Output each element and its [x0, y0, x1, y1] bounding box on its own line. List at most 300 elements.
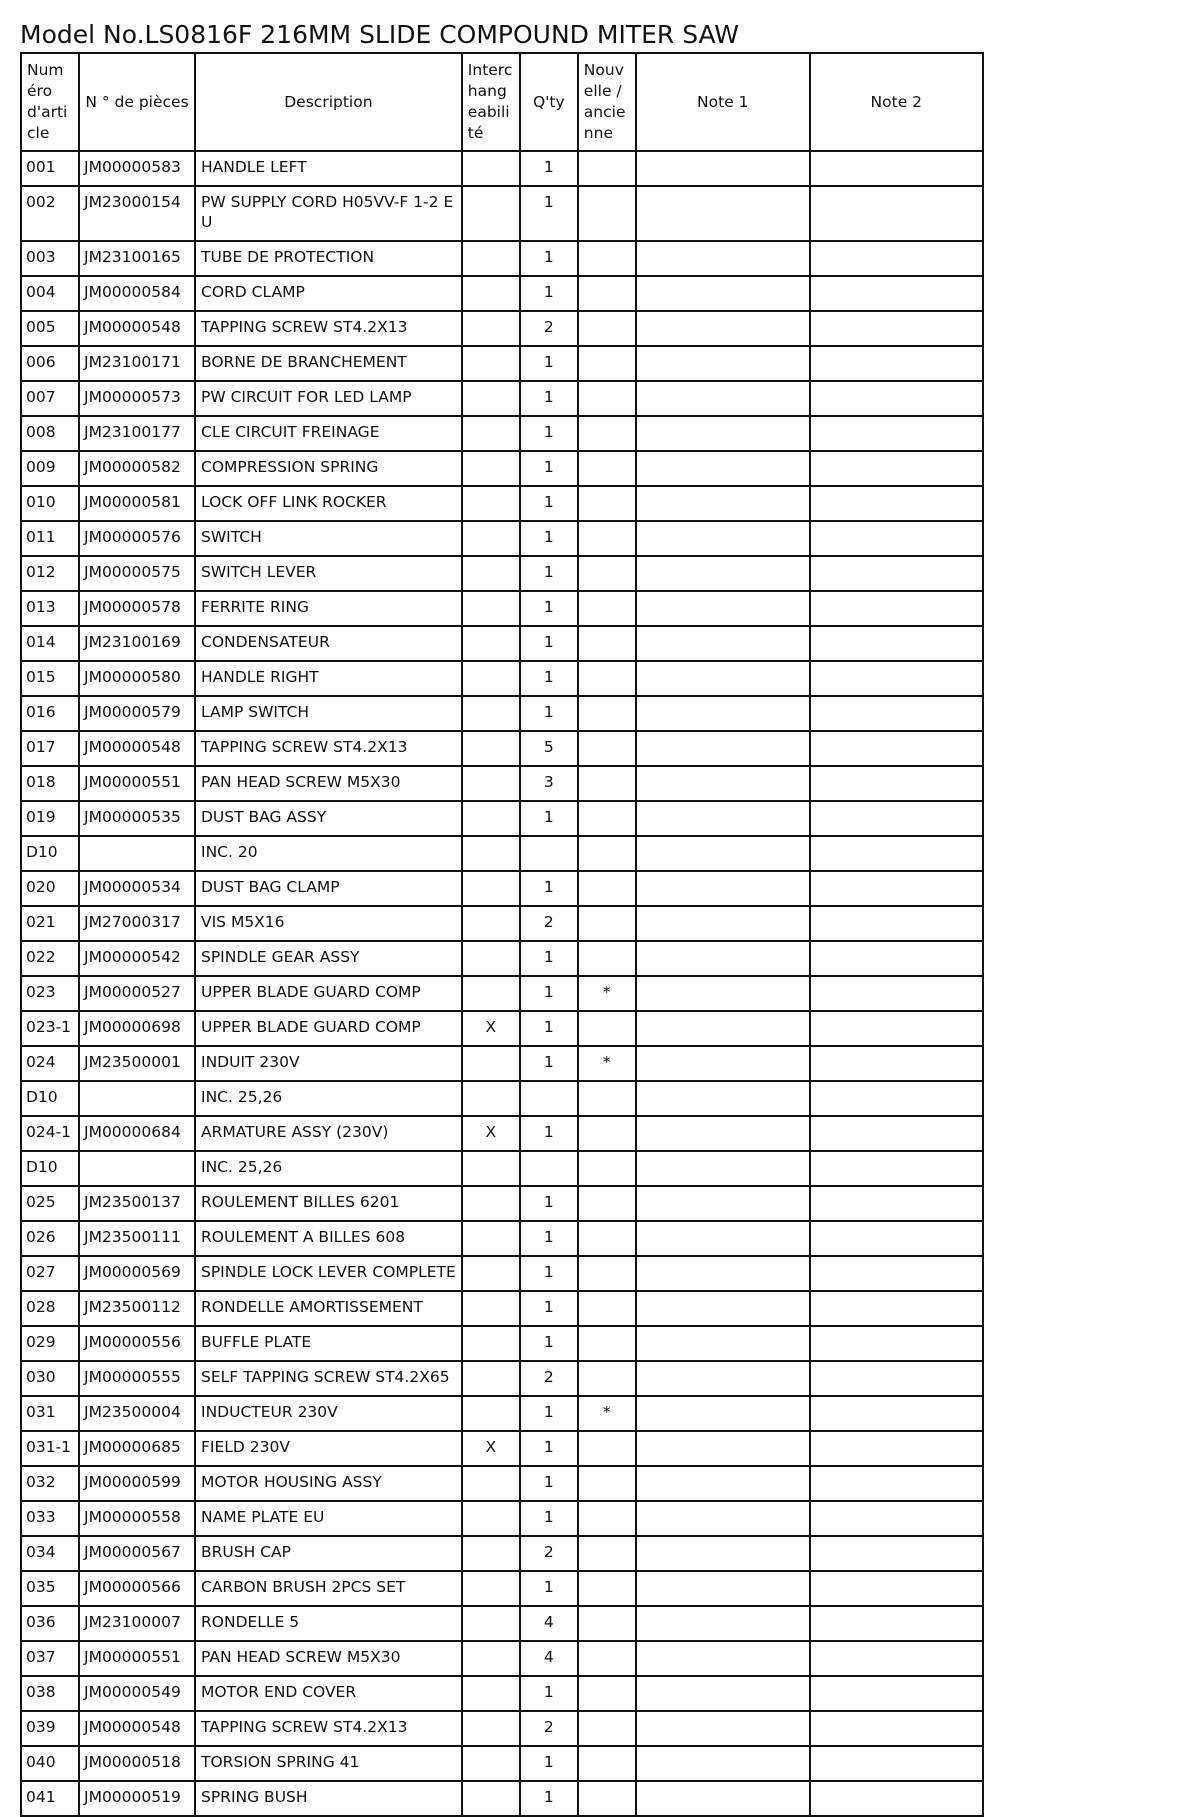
description-cell: UPPER BLADE GUARD COMP: [195, 976, 462, 1011]
table-row: [21, 1396, 983, 1431]
note-2-cell: [810, 1011, 983, 1046]
interchangeability-cell: [462, 1641, 520, 1676]
table-row: [21, 1116, 983, 1151]
item-number-cell: 026: [21, 1221, 79, 1256]
header-note-1: Note 1: [636, 53, 810, 151]
note-2-cell: [810, 186, 983, 241]
quantity-cell: 2: [520, 1361, 578, 1396]
new-old-cell: [578, 1361, 636, 1396]
part-number-cell: JM23100169: [79, 626, 195, 661]
description-cell: ROULEMENT A BILLES 608: [195, 1221, 462, 1256]
note-1-cell: [636, 1676, 810, 1711]
header-item-no: Numéro d'article: [21, 53, 79, 151]
quantity-cell: 2: [520, 311, 578, 346]
interchangeability-cell: [462, 311, 520, 346]
interchangeability-cell: [462, 1151, 520, 1186]
new-old-cell: [578, 1081, 636, 1116]
quantity-cell: 1: [520, 1571, 578, 1606]
note-2-cell: [810, 346, 983, 381]
part-number-cell: JM00000578: [79, 591, 195, 626]
part-number-cell: JM00000556: [79, 1326, 195, 1361]
interchangeability-cell: X: [462, 1011, 520, 1046]
note-1-cell: [636, 241, 810, 276]
note-1-cell: [636, 766, 810, 801]
quantity-cell: 1: [520, 696, 578, 731]
item-number-cell: 006: [21, 346, 79, 381]
table-row: [21, 1221, 983, 1256]
table-row: [21, 1536, 983, 1571]
description-cell: HANDLE RIGHT: [195, 661, 462, 696]
part-number-cell: JM00000567: [79, 1536, 195, 1571]
note-1-cell: [636, 1746, 810, 1781]
description-cell: CARBON BRUSH 2PCS SET: [195, 1571, 462, 1606]
description-cell: FERRITE RING: [195, 591, 462, 626]
item-number-cell: 008: [21, 416, 79, 451]
interchangeability-cell: [462, 1046, 520, 1081]
note-2-cell: [810, 521, 983, 556]
note-2-cell: [810, 1256, 983, 1291]
item-number-cell: 021: [21, 906, 79, 941]
interchangeability-cell: [462, 1466, 520, 1501]
item-number-cell: 012: [21, 556, 79, 591]
quantity-cell: 1: [520, 486, 578, 521]
description-cell: CLE CIRCUIT FREINAGE: [195, 416, 462, 451]
item-number-cell: 013: [21, 591, 79, 626]
note-2-cell: [810, 661, 983, 696]
quantity-cell: 1: [520, 556, 578, 591]
header-interchangeability: Interchangeabilité: [462, 53, 520, 151]
part-number-cell: JM00000548: [79, 731, 195, 766]
note-1-cell: [636, 311, 810, 346]
item-number-cell: 020: [21, 871, 79, 906]
table-row: [21, 416, 983, 451]
item-number-cell: 018: [21, 766, 79, 801]
quantity-cell: 1: [520, 661, 578, 696]
table-row: [21, 1431, 983, 1466]
interchangeability-cell: [462, 1221, 520, 1256]
interchangeability-cell: [462, 1711, 520, 1746]
note-1-cell: [636, 1326, 810, 1361]
table-row: [21, 906, 983, 941]
quantity-cell: 1: [520, 1116, 578, 1151]
quantity-cell: 1: [520, 871, 578, 906]
note-1-cell: [636, 1641, 810, 1676]
description-cell: INDUCTEUR 230V: [195, 1396, 462, 1431]
item-number-cell: 016: [21, 696, 79, 731]
note-1-cell: [636, 151, 810, 186]
note-2-cell: [810, 626, 983, 661]
note-1-cell: [636, 521, 810, 556]
new-old-cell: [578, 871, 636, 906]
part-number-cell: JM27000317: [79, 906, 195, 941]
note-2-cell: [810, 556, 983, 591]
item-number-cell: 031: [21, 1396, 79, 1431]
quantity-cell: 5: [520, 731, 578, 766]
new-old-cell: [578, 556, 636, 591]
item-number-cell: 014: [21, 626, 79, 661]
new-old-cell: [578, 1011, 636, 1046]
interchangeability-cell: [462, 731, 520, 766]
new-old-cell: [578, 346, 636, 381]
document-title: Model No.LS0816F 216MM SLIDE COMPOUND MITER SAW: [20, 20, 739, 49]
note-1-cell: [636, 486, 810, 521]
table-row: [21, 241, 983, 276]
note-2-cell: [810, 731, 983, 766]
description-cell: MOTOR HOUSING ASSY: [195, 1466, 462, 1501]
note-1-cell: [636, 1431, 810, 1466]
note-2-cell: [810, 1501, 983, 1536]
table-row: [21, 766, 983, 801]
new-old-cell: *: [578, 976, 636, 1011]
table-row: [21, 276, 983, 311]
note-2-cell: [810, 1326, 983, 1361]
new-old-cell: [578, 416, 636, 451]
new-old-cell: [578, 836, 636, 871]
interchangeability-cell: [462, 801, 520, 836]
description-cell: BRUSH CAP: [195, 1536, 462, 1571]
note-2-cell: [810, 1641, 983, 1676]
new-old-cell: [578, 1431, 636, 1466]
note-1-cell: [636, 1116, 810, 1151]
quantity-cell: 1: [520, 626, 578, 661]
table-row: [21, 941, 983, 976]
note-2-cell: [810, 1291, 983, 1326]
interchangeability-cell: [462, 1781, 520, 1816]
note-1-cell: [636, 276, 810, 311]
part-number-cell: JM00000580: [79, 661, 195, 696]
item-number-cell: 002: [21, 186, 79, 241]
interchangeability-cell: [462, 556, 520, 591]
note-1-cell: [636, 1291, 810, 1326]
description-cell: DUST BAG ASSY: [195, 801, 462, 836]
part-number-cell: JM00000551: [79, 1641, 195, 1676]
quantity-cell: 1: [520, 521, 578, 556]
interchangeability-cell: [462, 346, 520, 381]
interchangeability-cell: [462, 836, 520, 871]
note-1-cell: [636, 906, 810, 941]
part-number-cell: JM23500001: [79, 1046, 195, 1081]
quantity-cell: [520, 836, 578, 871]
new-old-cell: [578, 1116, 636, 1151]
description-cell: PW SUPPLY CORD H05VV-F 1-2 EU: [195, 186, 462, 241]
part-number-cell: JM00000575: [79, 556, 195, 591]
description-cell: INC. 20: [195, 836, 462, 871]
table-row: [21, 1186, 983, 1221]
note-2-cell: [810, 311, 983, 346]
interchangeability-cell: [462, 906, 520, 941]
quantity-cell: 1: [520, 1466, 578, 1501]
quantity-cell: 1: [520, 1011, 578, 1046]
quantity-cell: 1: [520, 801, 578, 836]
new-old-cell: [578, 151, 636, 186]
interchangeability-cell: [462, 1606, 520, 1641]
new-old-cell: [578, 1606, 636, 1641]
item-number-cell: 032: [21, 1466, 79, 1501]
table-row: [21, 1606, 983, 1641]
note-2-cell: [810, 591, 983, 626]
new-old-cell: [578, 1186, 636, 1221]
item-number-cell: 038: [21, 1676, 79, 1711]
header-new-old: Nouvelle / ancienne: [578, 53, 636, 151]
new-old-cell: [578, 731, 636, 766]
interchangeability-cell: [462, 766, 520, 801]
table-row: [21, 1571, 983, 1606]
quantity-cell: 1: [520, 451, 578, 486]
note-1-cell: [636, 1081, 810, 1116]
header-note-2: Note 2: [810, 53, 983, 151]
note-2-cell: [810, 416, 983, 451]
header-description: Description: [195, 53, 462, 151]
new-old-cell: [578, 1676, 636, 1711]
table-row: [21, 311, 983, 346]
note-1-cell: [636, 381, 810, 416]
part-number-cell: JM00000569: [79, 1256, 195, 1291]
quantity-cell: 1: [520, 1186, 578, 1221]
interchangeability-cell: [462, 1536, 520, 1571]
quantity-cell: 1: [520, 941, 578, 976]
item-number-cell: D10: [21, 1081, 79, 1116]
interchangeability-cell: [462, 521, 520, 556]
part-number-cell: JM23500004: [79, 1396, 195, 1431]
note-2-cell: [810, 486, 983, 521]
note-2-cell: [810, 836, 983, 871]
new-old-cell: [578, 1221, 636, 1256]
table-row: [21, 381, 983, 416]
parts-table: [20, 52, 984, 1817]
note-2-cell: [810, 1221, 983, 1256]
part-number-cell: JM00000576: [79, 521, 195, 556]
interchangeability-cell: [462, 451, 520, 486]
note-2-cell: [810, 241, 983, 276]
description-cell: SWITCH LEVER: [195, 556, 462, 591]
interchangeability-cell: [462, 941, 520, 976]
new-old-cell: [578, 1151, 636, 1186]
new-old-cell: [578, 766, 636, 801]
interchangeability-cell: [462, 1361, 520, 1396]
note-1-cell: [636, 1606, 810, 1641]
quantity-cell: 1: [520, 381, 578, 416]
item-number-cell: 024-1: [21, 1116, 79, 1151]
description-cell: SPINDLE GEAR ASSY: [195, 941, 462, 976]
interchangeability-cell: [462, 1676, 520, 1711]
part-number-cell: JM00000548: [79, 311, 195, 346]
table-row: [21, 591, 983, 626]
table-row: [21, 836, 983, 871]
quantity-cell: 1: [520, 1221, 578, 1256]
table-row: [21, 1291, 983, 1326]
table-row: [21, 661, 983, 696]
part-number-cell: JM23100171: [79, 346, 195, 381]
item-number-cell: 009: [21, 451, 79, 486]
new-old-cell: [578, 696, 636, 731]
item-number-cell: 007: [21, 381, 79, 416]
interchangeability-cell: [462, 1396, 520, 1431]
new-old-cell: *: [578, 1396, 636, 1431]
note-1-cell: [636, 346, 810, 381]
description-cell: VIS M5X16: [195, 906, 462, 941]
item-number-cell: 034: [21, 1536, 79, 1571]
note-1-cell: [636, 626, 810, 661]
description-cell: PAN HEAD SCREW M5X30: [195, 1641, 462, 1676]
note-2-cell: [810, 766, 983, 801]
table-row: [21, 1081, 983, 1116]
part-number-cell: JM00000551: [79, 766, 195, 801]
part-number-cell: JM00000684: [79, 1116, 195, 1151]
description-cell: DUST BAG CLAMP: [195, 871, 462, 906]
part-number-cell: JM00000542: [79, 941, 195, 976]
part-number-cell: JM00000518: [79, 1746, 195, 1781]
description-cell: RONDELLE AMORTISSEMENT: [195, 1291, 462, 1326]
note-2-cell: [810, 451, 983, 486]
quantity-cell: 3: [520, 766, 578, 801]
note-1-cell: [636, 661, 810, 696]
description-cell: BUFFLE PLATE: [195, 1326, 462, 1361]
table-row: [21, 1256, 983, 1291]
new-old-cell: [578, 451, 636, 486]
part-number-cell: [79, 1151, 195, 1186]
description-cell: SWITCH: [195, 521, 462, 556]
note-2-cell: [810, 381, 983, 416]
quantity-cell: 1: [520, 1746, 578, 1781]
interchangeability-cell: [462, 871, 520, 906]
header-row: [21, 53, 983, 151]
part-number-cell: [79, 836, 195, 871]
item-number-cell: 029: [21, 1326, 79, 1361]
note-1-cell: [636, 1536, 810, 1571]
note-1-cell: [636, 1011, 810, 1046]
quantity-cell: 1: [520, 416, 578, 451]
table-row: [21, 1046, 983, 1081]
item-number-cell: 005: [21, 311, 79, 346]
description-cell: PAN HEAD SCREW M5X30: [195, 766, 462, 801]
interchangeability-cell: [462, 1081, 520, 1116]
note-1-cell: [636, 186, 810, 241]
note-2-cell: [810, 1746, 983, 1781]
table-row: [21, 1151, 983, 1186]
description-cell: INC. 25,26: [195, 1081, 462, 1116]
note-1-cell: [636, 1781, 810, 1816]
item-number-cell: 017: [21, 731, 79, 766]
quantity-cell: 2: [520, 1536, 578, 1571]
description-cell: ROULEMENT BILLES 6201: [195, 1186, 462, 1221]
note-1-cell: [636, 1256, 810, 1291]
description-cell: LAMP SWITCH: [195, 696, 462, 731]
part-number-cell: JM23000154: [79, 186, 195, 241]
description-cell: SPINDLE LOCK LEVER COMPLETE: [195, 1256, 462, 1291]
new-old-cell: [578, 1641, 636, 1676]
description-cell: CORD CLAMP: [195, 276, 462, 311]
quantity-cell: 1: [520, 151, 578, 186]
item-number-cell: 040: [21, 1746, 79, 1781]
quantity-cell: 1: [520, 1676, 578, 1711]
note-2-cell: [810, 696, 983, 731]
new-old-cell: [578, 661, 636, 696]
new-old-cell: *: [578, 1046, 636, 1081]
quantity-cell: 1: [520, 186, 578, 241]
item-number-cell: 036: [21, 1606, 79, 1641]
note-1-cell: [636, 591, 810, 626]
item-number-cell: 033: [21, 1501, 79, 1536]
quantity-cell: [520, 1151, 578, 1186]
interchangeability-cell: [462, 486, 520, 521]
part-number-cell: JM00000519: [79, 1781, 195, 1816]
new-old-cell: [578, 381, 636, 416]
interchangeability-cell: [462, 276, 520, 311]
quantity-cell: 1: [520, 1046, 578, 1081]
new-old-cell: [578, 1326, 636, 1361]
note-2-cell: [810, 1186, 983, 1221]
item-number-cell: 023-1: [21, 1011, 79, 1046]
note-2-cell: [810, 906, 983, 941]
interchangeability-cell: [462, 1501, 520, 1536]
note-1-cell: [636, 731, 810, 766]
table-row: [21, 731, 983, 766]
quantity-cell: [520, 1081, 578, 1116]
new-old-cell: [578, 1711, 636, 1746]
table-row: [21, 1361, 983, 1396]
description-cell: SELF TAPPING SCREW ST4.2X65: [195, 1361, 462, 1396]
interchangeability-cell: [462, 1326, 520, 1361]
part-number-cell: JM00000599: [79, 1466, 195, 1501]
note-1-cell: [636, 1396, 810, 1431]
quantity-cell: 1: [520, 241, 578, 276]
item-number-cell: 022: [21, 941, 79, 976]
new-old-cell: [578, 186, 636, 241]
note-1-cell: [636, 1501, 810, 1536]
item-number-cell: 030: [21, 1361, 79, 1396]
interchangeability-cell: [462, 626, 520, 661]
table-row: [21, 1011, 983, 1046]
description-cell: UPPER BLADE GUARD COMP: [195, 1011, 462, 1046]
part-number-cell: JM23100007: [79, 1606, 195, 1641]
new-old-cell: [578, 1746, 636, 1781]
part-number-cell: JM23500111: [79, 1221, 195, 1256]
interchangeability-cell: [462, 1186, 520, 1221]
table-row: [21, 186, 983, 241]
note-2-cell: [810, 1396, 983, 1431]
new-old-cell: [578, 941, 636, 976]
item-number-cell: 015: [21, 661, 79, 696]
note-1-cell: [636, 451, 810, 486]
new-old-cell: [578, 801, 636, 836]
note-2-cell: [810, 976, 983, 1011]
interchangeability-cell: [462, 186, 520, 241]
item-number-cell: 003: [21, 241, 79, 276]
part-number-cell: JM23100177: [79, 416, 195, 451]
note-1-cell: [636, 1711, 810, 1746]
note-2-cell: [810, 276, 983, 311]
note-1-cell: [636, 696, 810, 731]
note-1-cell: [636, 556, 810, 591]
table-row: [21, 976, 983, 1011]
interchangeability-cell: [462, 1746, 520, 1781]
table-row: [21, 1466, 983, 1501]
quantity-cell: 1: [520, 346, 578, 381]
item-number-cell: 001: [21, 151, 79, 186]
interchangeability-cell: [462, 151, 520, 186]
description-cell: BORNE DE BRANCHEMENT: [195, 346, 462, 381]
quantity-cell: 4: [520, 1641, 578, 1676]
description-cell: CONDENSATEUR: [195, 626, 462, 661]
item-number-cell: 028: [21, 1291, 79, 1326]
quantity-cell: 4: [520, 1606, 578, 1641]
note-2-cell: [810, 1466, 983, 1501]
note-1-cell: [636, 976, 810, 1011]
new-old-cell: [578, 1291, 636, 1326]
part-number-cell: JM00000534: [79, 871, 195, 906]
quantity-cell: 1: [520, 1326, 578, 1361]
table-row: [21, 871, 983, 906]
